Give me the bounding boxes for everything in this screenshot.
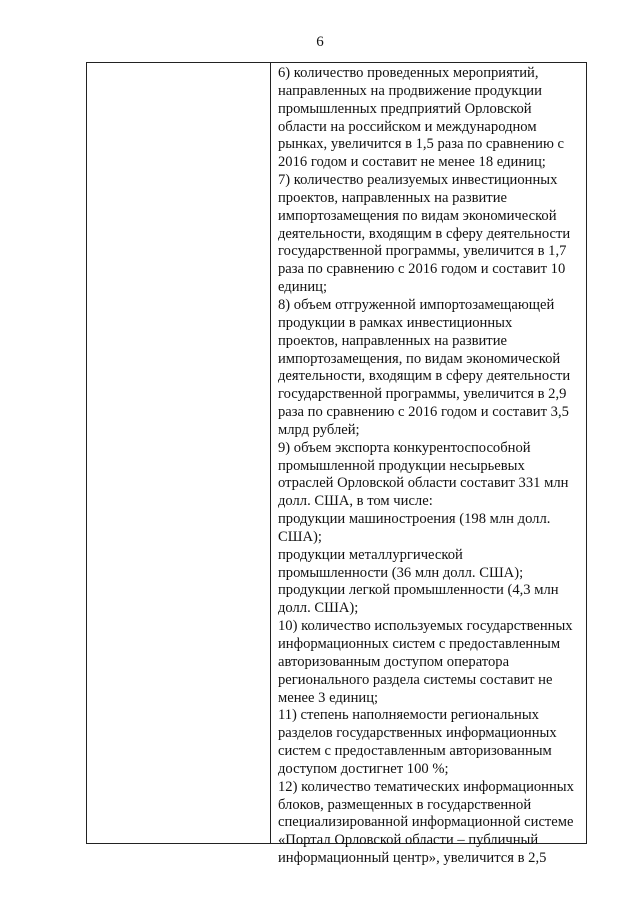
text-line: продукции легкой промышленности (4,3 млн: [278, 582, 559, 599]
text-line: продукции машиностроения (198 млн долл.: [278, 511, 551, 528]
table-left-cell: [87, 63, 270, 843]
text-line: менее 3 единиц;: [278, 689, 379, 706]
text-line: 6) количество проведенных мероприятий,: [278, 65, 539, 81]
text-line: отраслей Орловской области составит 331 млн: [278, 475, 569, 492]
table-right-cell: [278, 65, 583, 867]
text-line: деятельности, входящим в сферу деятельности: [278, 368, 571, 385]
text-line: области на российском и международном: [278, 118, 537, 135]
text-line: информационный центр», увеличится в 2,5: [278, 850, 547, 867]
text-line: США);: [278, 528, 322, 545]
text-line: импортозамещения по видам экономической: [278, 207, 557, 224]
text-line: направленных на продвижение продукции: [278, 82, 542, 99]
text-line: авторизованным доступом оператора: [278, 653, 510, 670]
text-line: рынках, увеличится в 1,5 раза по сравнению с: [278, 136, 564, 153]
text-line: доступом достигнет 100 %;: [278, 760, 449, 777]
text-line: 2016 годом и составит не менее 18 единиц;: [278, 154, 546, 171]
text-line: импортозамещения, по видам экономической: [278, 350, 561, 367]
text-line: государственной программы, увеличится в 2,9: [278, 386, 567, 403]
text-line: долл. США);: [278, 600, 359, 617]
text-line: 10) количество используемых государственных: [278, 618, 573, 635]
page-number: 6: [316, 34, 324, 50]
text-line: проектов, направленных на развитие: [278, 332, 507, 349]
text-line: «Портал Орловской области – публичный: [278, 832, 539, 849]
text-line: систем с предоставленным авторизованным: [278, 743, 552, 760]
content-table: [86, 62, 587, 867]
text-line: проектов, направленных на развитие: [278, 189, 507, 206]
text-line: регионального раздела системы составит не: [278, 671, 553, 688]
text-line: долл. США, в том числе:: [278, 493, 433, 510]
text-line: блоков, размещенных в государственной: [278, 796, 532, 813]
text-line: 7) количество реализуемых инвестиционных: [278, 172, 558, 189]
text-line: специализированной информационной системе: [278, 814, 574, 831]
column-divider: [270, 63, 271, 843]
text-line: промышленных предприятий Орловской: [278, 100, 532, 117]
text-line: 12) количество тематических информационных: [278, 778, 574, 795]
text-line: продукции в рамках инвестиционных: [278, 314, 513, 331]
text-line: 11) степень наполняемости региональных: [278, 707, 539, 724]
text-line: деятельности, входящим в сферу деятельности: [278, 225, 571, 242]
text-line: промышленности (36 млн долл. США);: [278, 564, 524, 581]
text-line: раза по сравнению с 2016 годом и составит 3,5: [278, 404, 569, 421]
text-line: государственной программы, увеличится в 1,7: [278, 243, 567, 260]
text-line: промышленной продукции несырьевых: [278, 457, 525, 474]
text-line: информационных систем с предоставленным: [278, 636, 561, 652]
text-line: раза по сравнению с 2016 годом и составит 10: [278, 261, 566, 278]
text-line: разделов государственных информационных: [278, 725, 557, 742]
text-line: 9) объем экспорта конкурентоспособной: [278, 439, 531, 456]
text-line: млрд рублей;: [278, 421, 360, 438]
text-line: 8) объем отгруженной импортозамещающей: [278, 296, 555, 313]
text-line: единиц;: [278, 279, 328, 296]
text-line: продукции металлургической: [278, 546, 463, 563]
